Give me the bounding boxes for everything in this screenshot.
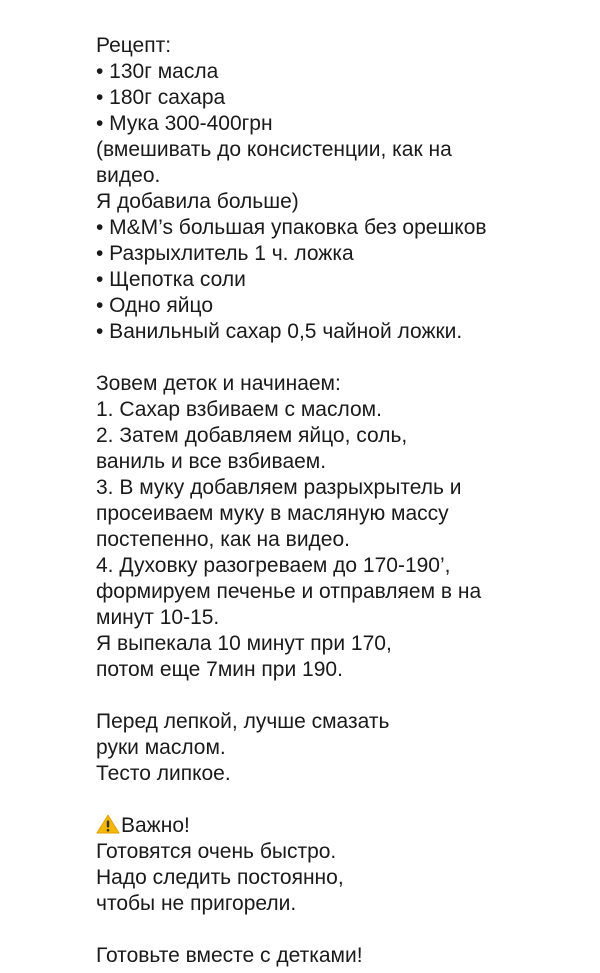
ingredient-item: • 180г сахара <box>96 86 226 109</box>
step-line: Я выпекала 10 минут при 170, <box>96 632 392 655</box>
ingredient-item: • Одно яйцо <box>96 294 213 317</box>
step-line: ваниль и все взбиваем. <box>96 450 327 473</box>
ingredient-item: • Мука 300-400грн <box>96 112 273 135</box>
warning-heading <box>96 813 586 839</box>
step-line: постепенно, как на видео. <box>96 528 350 551</box>
warning-line: чтобы не пригорели. <box>96 892 297 915</box>
ingredient-note-line: (вмешивать до консистенции, как на <box>96 138 452 161</box>
tip-line: руки маслом. <box>96 736 226 759</box>
step-line: формируем печенье и отправляем в на <box>96 580 482 603</box>
recipe-note <box>96 33 586 969</box>
tip-line: Перед лепкой, лучше смазать <box>96 710 390 733</box>
warning-icon <box>96 814 120 834</box>
ingredient-item: • 130г масла <box>96 60 219 83</box>
warning-title: Важно! <box>121 814 190 837</box>
recipe-title: Рецепт: <box>96 34 172 57</box>
step-line: просеиваем муку в масляную массу <box>96 502 449 525</box>
step-line: потом еще 7мин при 190. <box>96 658 343 681</box>
ingredient-item: • Ванильный сахар 0,5 чайной ложки. <box>96 320 463 343</box>
warning-line: Готовятся очень быстро. <box>96 840 337 863</box>
step-line: 4. Духовку разогреваем до 170-190’, <box>96 554 451 577</box>
step-line: 2. Затем добавляем яйцо, соль, <box>96 424 408 447</box>
ingredient-item: • Разрыхлитель 1 ч. ложка <box>96 242 354 265</box>
step-line: минут 10-15. <box>96 606 220 629</box>
ingredient-note-line: видео. <box>96 164 161 187</box>
ingredient-note-line: Я добавила больше) <box>96 190 299 213</box>
tip-line: Тесто липкое. <box>96 762 231 785</box>
warning-line: Надо следить постоянно, <box>96 866 344 889</box>
closing-line: Готовьте вместе с детками! <box>96 944 363 967</box>
ingredient-item: • Щепотка соли <box>96 268 246 291</box>
steps-intro: Зовем деток и начинаем: <box>96 372 341 395</box>
paragraph-gap <box>96 917 586 943</box>
paragraph-gap <box>96 345 586 371</box>
paragraph-gap <box>96 787 586 813</box>
step-line: 3. В муку добавляем разрыхрытель и <box>96 476 462 499</box>
paragraph-gap <box>96 683 586 709</box>
ingredient-item: • M&M’s большая упаковка без орешков <box>96 216 487 239</box>
step-line: 1. Сахар взбиваем с маслом. <box>96 398 382 421</box>
